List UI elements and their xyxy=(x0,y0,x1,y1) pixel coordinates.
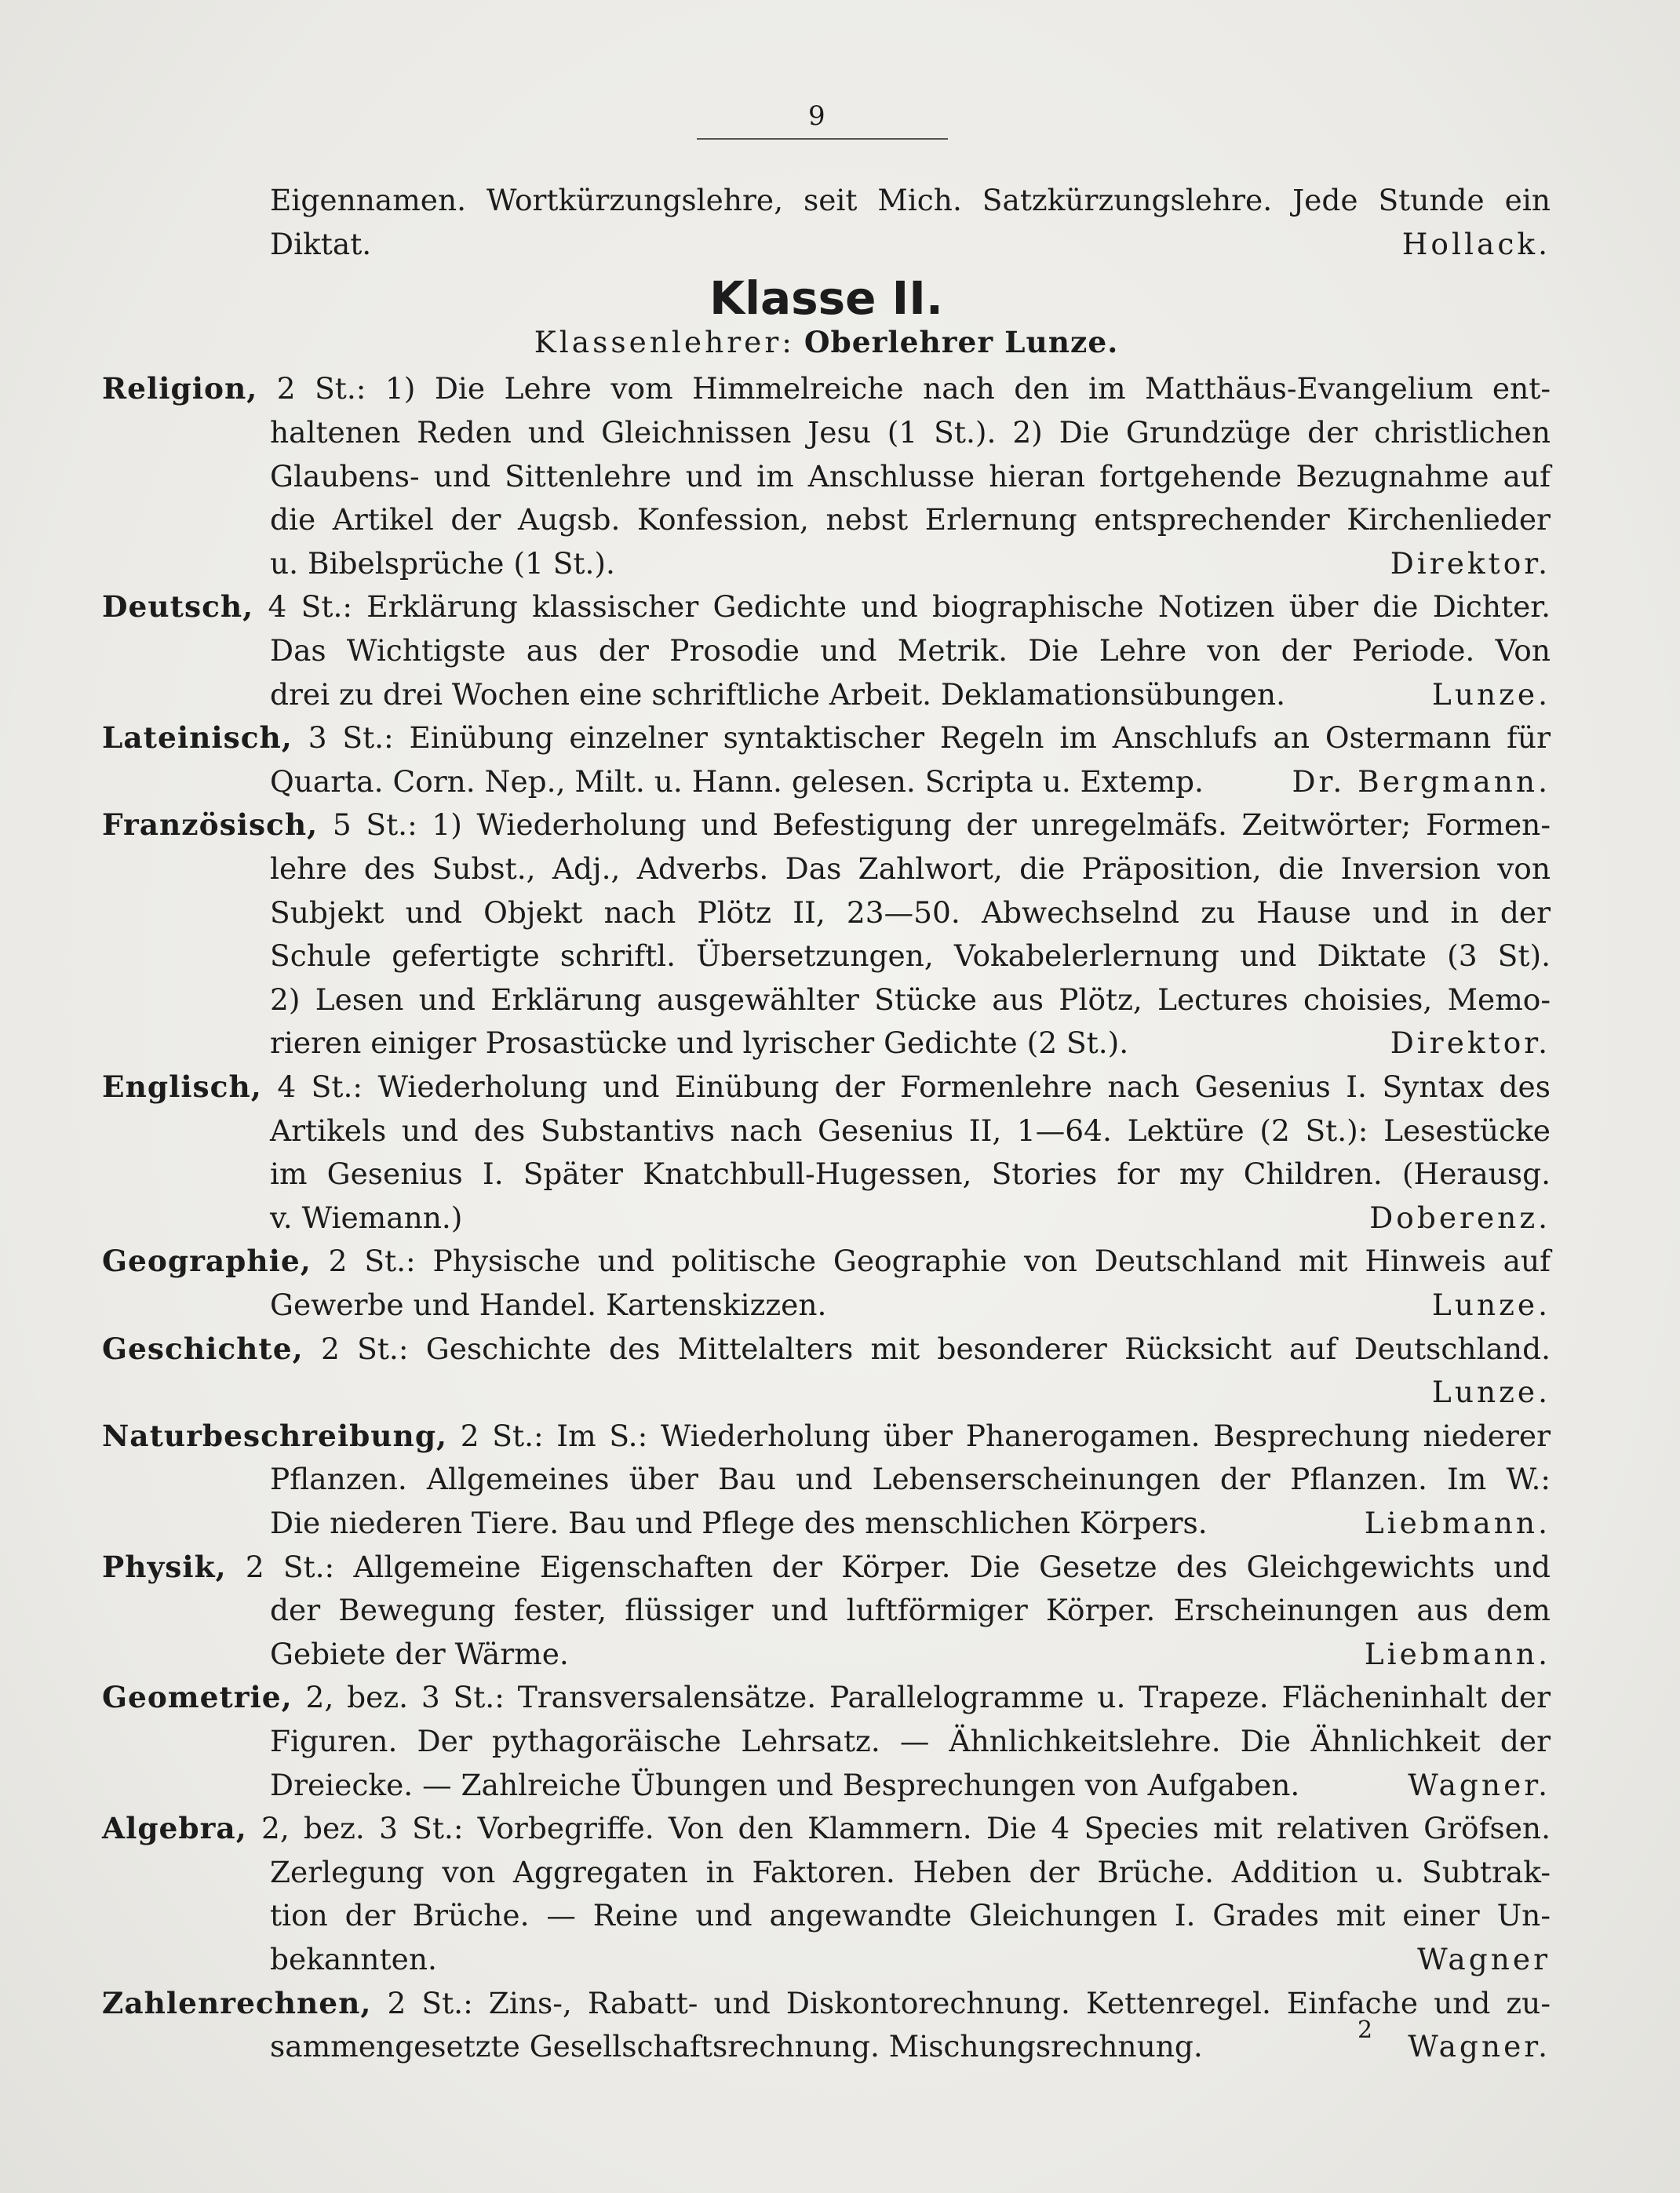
text-line xyxy=(270,1371,1551,1413)
subject-text: u. Bibelsprüche (1 St.). xyxy=(270,545,615,581)
subject-text: Dreiecke. — Zahlreiche Übungen und Besprechungen von Aufgaben. xyxy=(270,1767,1300,1802)
text-line xyxy=(270,891,1551,934)
text-line xyxy=(270,978,1551,1021)
subject-text: 4 St.: Wiederholung und Einübung der Formenlehre nach Gesenius I. Syntax des xyxy=(277,1069,1551,1104)
subject-entry xyxy=(102,1676,1551,1718)
text-line xyxy=(270,1764,1551,1806)
subject-text: im Gesenius I. Später Knatchbull-Hugessen, Stories for my Children. (Herausg. xyxy=(270,1157,1551,1192)
subject-entry xyxy=(102,367,1551,410)
text-line xyxy=(270,1284,1551,1326)
subject-name: Zahlenrechnen, xyxy=(102,1985,372,2020)
subject-entry xyxy=(102,1546,1551,1588)
teacher-name: Direktor. xyxy=(1390,545,1551,581)
subject-name: Lateinisch, xyxy=(102,720,293,756)
subject-name: Geschichte, xyxy=(102,1331,304,1366)
teacher-name: Liebmann. xyxy=(1364,1636,1551,1671)
text-line xyxy=(270,542,1551,585)
subject-name: Französisch, xyxy=(102,807,319,843)
teacher-name: Wagner xyxy=(1417,1942,1551,1976)
subject-text: 3 St.: Einübung einzelner syntaktischer Regeln im Anschlufs an Ostermann für xyxy=(308,720,1551,756)
subject-text: haltenen Reden und Gleichnissen Jesu (1 St.). 2) Die Grundzüge der christlichen xyxy=(270,415,1551,450)
subject-entry xyxy=(102,1328,1551,1370)
subject-text: Artikels und des Substantivs nach Gesenius II, 1—64. Lektüre (2 St.): Lesestücke xyxy=(270,1113,1551,1148)
subject-text: Figuren. Der pythagoräische Lehrsatz. — Ähnlichkeitslehre. Die Ähnlichkeit der xyxy=(270,1724,1551,1758)
subject-text: bekannten. xyxy=(270,1942,437,1976)
subject-name: Englisch, xyxy=(102,1069,262,1104)
text-line xyxy=(270,1022,1551,1064)
subject-name: Physik, xyxy=(102,1549,227,1584)
subject-text: 2, bez. 3 St.: Transversalensätze. Parallelogramme u. Trapeze. Flächeninhalt der xyxy=(305,1680,1551,1715)
subject-entry xyxy=(102,803,1551,846)
teacher-name: Lunze. xyxy=(1431,1288,1551,1322)
teacher-name: Dr. Bergmann. xyxy=(1292,763,1551,799)
subject-text: lehre des Subst., Adj., Adverbs. Das Zahlwort, die Präposition, die Inversion von xyxy=(270,851,1551,886)
subject-text: Zerlegung von Aggregaten in Faktoren. Heben der Brüche. Addition u. Subtrak- xyxy=(270,1854,1551,1889)
subject-name: Geometrie, xyxy=(102,1680,293,1715)
text-line xyxy=(270,934,1551,977)
text-line xyxy=(270,1197,1551,1239)
subject-text: Pflanzen. Allgemeines über Bau und Lebenserscheinungen der Pflanzen. Im W.: xyxy=(270,1462,1551,1497)
subject-text: die Artikel der Augsb. Konfession, nebst Erlernung entsprechender Kirchenlieder xyxy=(270,502,1551,537)
text-line xyxy=(270,1633,1551,1675)
teacher-name: Direktor. xyxy=(1390,1025,1551,1061)
teacher-name: Doberenz. xyxy=(1369,1200,1551,1235)
text-line xyxy=(270,760,1551,803)
text-line xyxy=(270,498,1551,541)
intro-line: Eigennamen. Wortkürzungslehre, seit Mich. Satzkürzungslehre. Jede Stunde ein xyxy=(270,183,1551,217)
subject-text: 2 St.: Allgemeine Eigenschaften der Körper. Die Gesetze des Gleichgewichts und xyxy=(245,1549,1551,1584)
text-line xyxy=(270,179,1551,221)
subject-entry xyxy=(102,1415,1551,1457)
subject-entry xyxy=(102,585,1551,628)
subject-text: rieren einiger Prosastücke und lyrischer Gedichte (2 St.). xyxy=(270,1025,1129,1061)
subject-text: Glaubens- und Sittenlehre und im Anschlusse hieran fortgehende Bezugnahme auf xyxy=(270,458,1551,494)
subject-text: 2, bez. 3 St.: Vorbegriffe. Von den Klammern. Die 4 Species mit relativen Gröfsen. xyxy=(261,1811,1551,1846)
text-line xyxy=(270,629,1551,672)
page-number: 9 xyxy=(808,100,825,132)
subject-entry xyxy=(102,1066,1551,1108)
subject-name: Geographie, xyxy=(102,1244,312,1279)
class-teacher-label: Klassenlehrer: xyxy=(534,324,795,359)
sheet-number: 2 xyxy=(1357,2016,1373,2044)
text-line xyxy=(270,1720,1551,1762)
subject-text: 2 St.: Physische und politische Geographie von Deutschland mit Hinweis auf xyxy=(328,1244,1551,1279)
text-line xyxy=(270,455,1551,497)
class-teacher-name: Oberlehrer Lunze. xyxy=(804,324,1119,359)
subject-text: 2 St.: Geschichte des Mittelalters mit besonderer Rücksicht auf Deutschland. xyxy=(320,1331,1551,1366)
teacher-name: Lunze. xyxy=(1431,676,1551,712)
teacher-name: Lunze. xyxy=(1431,1375,1551,1410)
subject-name: Deutsch, xyxy=(102,589,254,625)
subject-text: Das Wichtigste aus der Prosodie und Metrik. Die Lehre von der Periode. Von xyxy=(270,633,1551,668)
subject-text: Die niederen Tiere. Bau und Pflege des menschlichen Körpers. xyxy=(270,1506,1208,1540)
teacher-name: Wagner. xyxy=(1408,1767,1551,1802)
subject-entry xyxy=(102,1807,1551,1849)
class-teacher-line xyxy=(102,321,1551,363)
subject-text: Quarta. Corn. Nep., Milt. u. Hann. gelesen. Scripta u. Extemp. xyxy=(270,763,1204,799)
text-line xyxy=(270,223,1551,265)
intro-line: Diktat. xyxy=(270,226,372,261)
text-line xyxy=(270,1938,1551,1980)
subject-text: Schule gefertigte schriftl. Übersetzungen, Vokabelerlernung und Diktate (3 St). xyxy=(270,938,1551,974)
subject-name: Algebra, xyxy=(102,1811,247,1846)
subject-text: 4 St.: Erklärung klassischer Gedichte und biographische Notizen über die Dichter. xyxy=(268,589,1551,625)
text-line xyxy=(270,847,1551,890)
subject-text: sammengesetzte Gesellschaftsrechnung. Mischungsrechnung. xyxy=(270,2029,1203,2064)
teacher-name: Liebmann. xyxy=(1364,1506,1551,1540)
teacher-name: Hollack. xyxy=(1401,226,1551,261)
subject-text: Gewerbe und Handel. Kartenskizzen. xyxy=(270,1288,827,1322)
text-line xyxy=(270,1851,1551,1893)
text-line xyxy=(270,673,1551,716)
text-line xyxy=(270,1109,1551,1152)
text-line xyxy=(270,411,1551,454)
text-line xyxy=(270,1458,1551,1500)
section-heading xyxy=(102,271,1551,326)
subject-text: 2 St.: 1) Die Lehre vom Himmelreiche nach den im Matthäus-Evangelium ent- xyxy=(276,371,1551,406)
subject-text: 5 St.: 1) Wiederholung und Befestigung der unregelmäfs. Zeitwörter; Formen- xyxy=(332,807,1551,843)
subject-entry xyxy=(102,1240,1551,1282)
subject-text: tion der Brüche. — Reine und angewandte Gleichungen I. Grades mit einer Un- xyxy=(270,1898,1551,1933)
section-title: Klasse II. xyxy=(709,271,943,326)
text-line xyxy=(270,1153,1551,1195)
subject-text: der Bewegung fester, flüssiger und luftförmiger Körper. Erscheinungen aus dem xyxy=(270,1593,1551,1628)
text-line xyxy=(270,1502,1551,1544)
subject-name: Naturbeschreibung, xyxy=(102,1418,448,1453)
subject-text: 2 St.: Zins-, Rabatt- und Diskontorechnung. Kettenregel. Einfache und zu- xyxy=(387,1985,1551,2020)
subject-entry xyxy=(102,716,1551,759)
subject-text: 2) Lesen und Erklärung ausgewählter Stücke aus Plötz, Lectures choisies, Memo- xyxy=(270,982,1551,1017)
subject-text: drei zu drei Wochen eine schriftliche Arbeit. Deklamationsübungen. xyxy=(270,676,1285,712)
subject-entry xyxy=(102,1982,1551,2024)
subject-text: 2 St.: Im S.: Wiederholung über Phanerogamen. Besprechung niederer xyxy=(460,1418,1551,1453)
subject-text: Subjekt und Objekt nach Plötz II, 23—50. Abwechselnd zu Hause und in der xyxy=(270,894,1551,930)
teacher-name: Wagner. xyxy=(1408,2029,1551,2064)
subject-text: v. Wiemann.) xyxy=(270,1200,463,1235)
text-line xyxy=(270,1589,1551,1631)
text-line xyxy=(270,1894,1551,1936)
subject-text: Gebiete der Wärme. xyxy=(270,1636,569,1671)
subject-name: Religion, xyxy=(102,371,258,406)
